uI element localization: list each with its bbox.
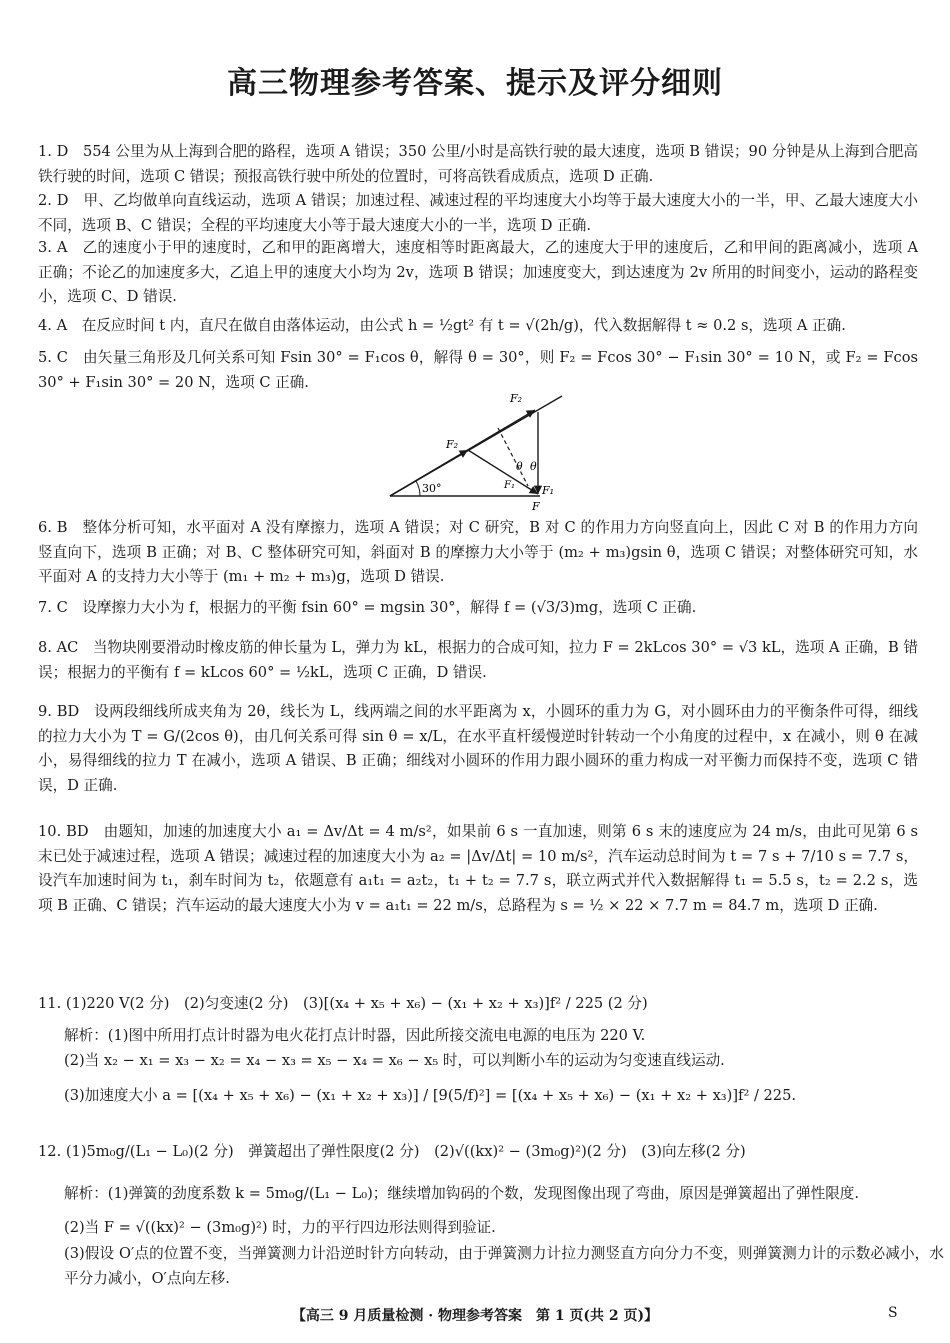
- answer-12-analysis-3: (3)假设 O′点的位置不变，当弹簧测力计沿逆时针方向转动，由于弹簧测力计拉力测竖直方向分力不变，则弹簧测力计的示数必减小，水平分力减小，O′点向左移.: [64, 1245, 944, 1287]
- label-angle: 30°: [422, 482, 442, 495]
- label-f2-mid: F₂: [446, 438, 459, 451]
- answer-11-analysis-3: (3)加速度大小 a = [(x₄ + x₅ + x₆) − (x₁ + x₂ + x₃)] / [9(5/f)²] = [(x₄ + x₅ + x₆) − (x₁ + x₂ + x₃)]f² / 225.: [64, 1087, 796, 1104]
- label-f: F: [532, 500, 540, 512]
- answer-1: 1. D 554 公里为从上海到合肥的路程，选项 A 错误；350 公里/小时是高铁行驶的最大速度，选项 B 错误；90 分钟是从上海到合肥高铁行驶的时间，选项 C 错误；预报高铁行驶中所处的位置时，可将高铁看成质点，选项 D 正确.: [38, 143, 918, 185]
- answer-11-analysis-1: 解析：(1)图中所用打点计时器为电火花打点计时器，因此所接交流电电源的电压为 220 V.: [64, 1027, 646, 1044]
- label-theta-2: θ: [530, 460, 537, 473]
- answer-12-analysis-1: 解析：(1)弹簧的劲度系数 k = 5m₀g/(L₁ − L₀)；继续增加钩码的个数，发现图像出现了弯曲，原因是弹簧超出了弹性限度.: [64, 1185, 860, 1202]
- label-f1-small: F₁: [504, 480, 515, 491]
- answer-5: 5. C 由矢量三角形及几何关系可知 Fsin 30° = F₁cos θ，解得 θ = 30°，则 F₂ = Fcos 30° − F₁sin 30° = 10 N，或 F₂ = Fcos 30° + F₁sin 30° = 20 N，选项 C 正确.: [38, 349, 918, 391]
- answer-11-analysis-2: (2)当 x₂ − x₁ = x₃ − x₂ = x₄ − x₃ = x₅ − x₄ = x₆ − x₅ 时，可以判断小车的运动为匀变速直线运动.: [64, 1052, 725, 1069]
- answer-9: 9. BD 设两段细线所成夹角为 2θ，线长为 L，线两端之间的水平距离为 x，小圆环的重力为 G，对小圆环由力的平衡条件可得，细线的拉力大小为 T = G/(2cos θ)，由几何关系可得 sin θ = x/L，在水平直杆缓慢逆时针转动一个小角度的过程中，x 在减小，则 θ 在减小，易得细线的拉力 T 在减小，选项 A 错误、B 正确；细线对小圆环的作用力跟小圆环的重力构成一对平衡力而保持不变，选项 C 错误，D 正确.: [38, 703, 918, 794]
- answer-7: 7. C 设摩擦力大小为 f，根据力的平衡 fsin 60° = mgsin 30°，解得 f = (√3/3)mg，选项 C 正确.: [38, 599, 697, 616]
- answer-6: 6. B 整体分析可知，水平面对 A 没有摩擦力，选项 A 错误；对 C 研究，B 对 C 的作用力方向竖直向上，因此 C 对 B 的作用力方向竖直向下，选项 B 正确；对 B、C 整体研究可知，斜面对 B 的摩擦力大小等于 (m₂ + m₃)gsin θ，选项 C 错误；对整体研究可知，水平面对 A 的支持力大小等于 (m₁ + m₂ + m₃)g，选项 D 错误.: [38, 519, 918, 585]
- force-vector-diagram: [380, 390, 580, 512]
- page-footer: 【高三 9 月质量检测 · 物理参考答案 第 1 页(共 2 页)】: [291, 1308, 659, 1324]
- answer-2: 2. D 甲、乙均做单向直线运动，选项 A 错误；加速过程、减速过程的平均速度大小均等于最大速度大小的一半，甲、乙最大速度大小不同，选项 B、C 错误；全程的平均速度大小等于最大速度大小的一半，选项 D 正确.: [38, 192, 918, 234]
- f1-vector: [468, 450, 538, 494]
- answer-3: 3. A 乙的速度小于甲的速度时，乙和甲的距离增大，速度相等时距离最大，乙的速度大于甲的速度后，乙和甲间的距离减小，选项 A 正确；不论乙的加速度多大，乙追上甲的速度大小均为 2v，选项 B 错误；加速度变大，到达速度为 2v 所用的时间变小，运动的路程变小，选项 C、D 错误.: [38, 239, 918, 305]
- angle-arc: [416, 481, 420, 496]
- answer-12-analysis-2: (2)当 F = √((kx)² − (3m₀g)²) 时，力的平行四边形法则得到验证.: [64, 1219, 496, 1236]
- label-f2-top: F₂: [510, 392, 523, 405]
- answer-8: 8. AC 当物块刚要滑动时橡皮筋的伸长量为 L，弹力为 kL，根据力的合成可知，拉力 F = 2kLcos 30° = √3 kL，选项 A 正确，B 错误；根据力的平衡有 f = kLcos 60° = ½kL，选项 C 正确，D 错误.: [38, 639, 918, 681]
- page-mark: S: [888, 1305, 898, 1321]
- answer-10: 10. BD 由题知，加速的加速度大小 a₁ = Δv/Δt = 4 m/s²，如果前 6 s 一直加速，则第 6 s 末的速度应为 24 m/s，由此可见第 6 s 末已处于减速过程，选项 A 错误；减速过程的加速度大小为 a₂ = |Δv/Δt| = 10 m/s²，汽车运动总时间为 t = 7 s + 7/10 s = 7.7 s，设汽车加速时间为 t₁，刹车时间为 t₂，依题意有 a₁t₁ = a₂t₂，t₁ + t₂ = 7.7 s，联立两式并代入数据解得 t₁ = 5.5 s，t₂ = 2.2 s，选项 B 正确、C 错误；汽车运动的最大速度大小为 v = a₁t₁ = 22 m/s，总路程为 s = ½ × 22 × 7.7 m = 84.7 m，选项 D 正确.: [38, 823, 918, 914]
- page-title: 高三物理参考答案、提示及评分细则: [227, 66, 723, 101]
- answer-4: 4. A 在反应时间 t 内，直尺在做自由落体运动，由公式 h = ½gt² 有 t = √(2h/g)，代入数据解得 t ≈ 0.2 s，选项 A 正确.: [38, 317, 846, 334]
- label-theta-1: θ: [516, 460, 523, 473]
- label-f1: F₁: [542, 484, 555, 497]
- dashed-line: [498, 428, 528, 486]
- answer-11: 11. (1)220 V(2 分) (2)匀变速(2 分) (3)[(x₄ + x₅ + x₆) − (x₁ + x₂ + x₃)]f² / 225 (2 分): [38, 995, 648, 1012]
- answer-12: 12. (1)5m₀g/(L₁ − L₀)(2 分) 弹簧超出了弹性限度(2 分) (2)√((kx)² − (3m₀g)²)(2 分) (3)向左移(2 分): [38, 1143, 746, 1160]
